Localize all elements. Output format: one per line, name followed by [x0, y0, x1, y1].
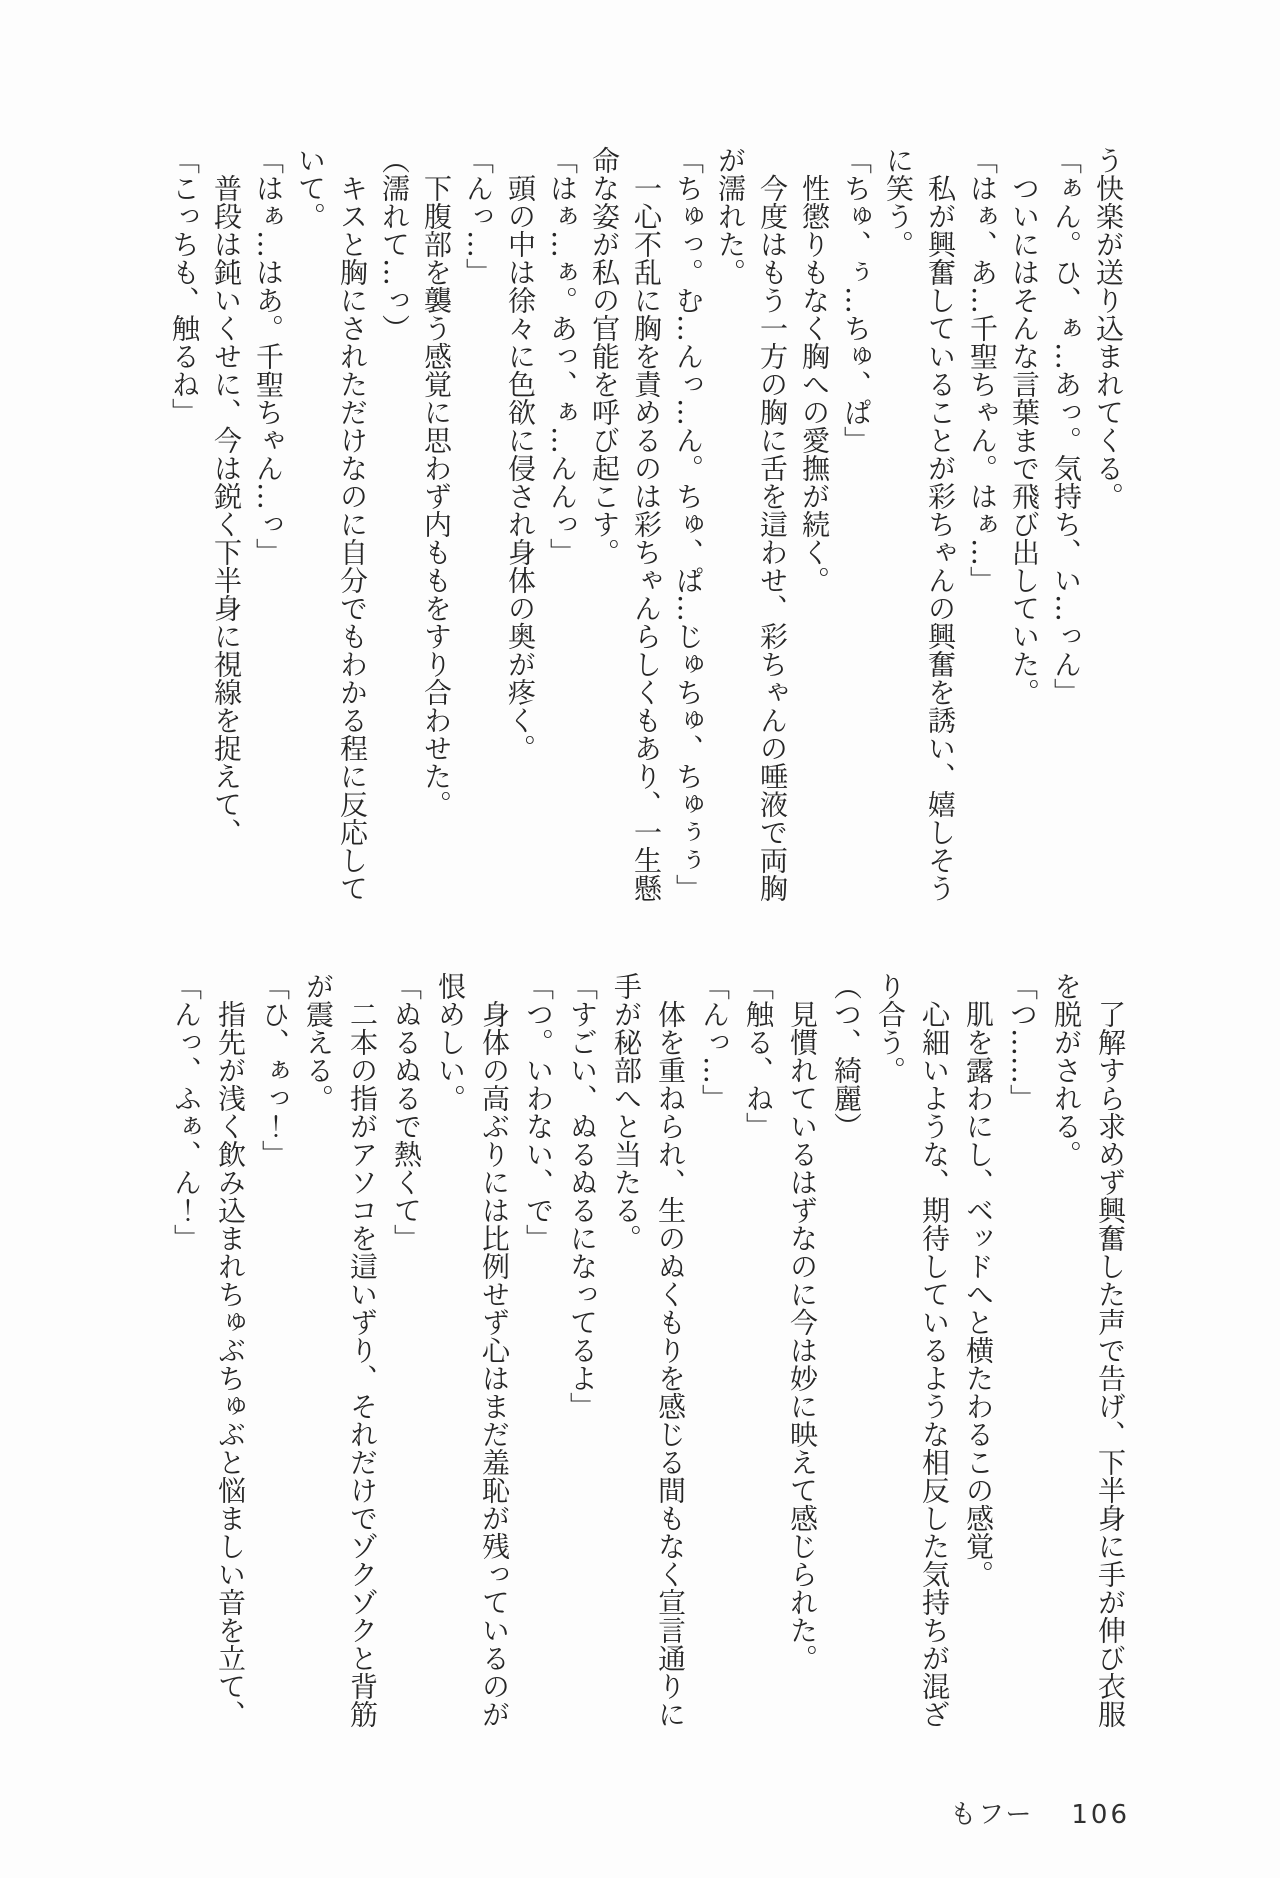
paragraph-line: 「んっ…」 — [462, 146, 495, 286]
paragraph-line: 普段は鈍いくせに、今は鋭く下半身に視線を捉えて、 — [210, 174, 243, 846]
paragraph-line: 「はぁ…ぁ。あっ、ぁ…んんっ」 — [546, 146, 579, 566]
paragraph-line: 「つ。いわない、で」 — [522, 972, 555, 1252]
paragraph-line: う快楽が送り込まれてくる。 — [1092, 146, 1125, 510]
paragraph-line: ついにはそんな言葉まで飛び出していた。 — [1008, 174, 1041, 706]
paragraph-line: （つ、綺麗） — [830, 972, 863, 1140]
paragraph-line: （濡れて…っ） — [378, 146, 411, 342]
paragraph-line: 身体の高ぶりには比例せず心はまだ羞恥が残っているのが恨めしい。 — [434, 972, 511, 1728]
paragraph-line: 「んっ、ふぁ、ん！」 — [170, 972, 203, 1252]
paragraph-line: 一心不乱に胸を責めるのは彩ちゃんらしくもあり、一生懸命な姿が私の官能を呼び起こす。 — [588, 146, 663, 902]
paragraph-line: 「つ……」 — [1006, 972, 1039, 1112]
paragraph-line: 体を重ねられ、生のぬくもりを感じる間もなく宣言通りに手が秘部へと当たる。 — [610, 972, 687, 1728]
paragraph-line: 「ぁん。ひ、ぁ…あっ。気持ち、い…っん」 — [1050, 146, 1083, 706]
paragraph-line: 今度はもう一方の胸に舌を這わせ、彩ちゃんの唾液で両胸が濡れた。 — [714, 146, 789, 902]
paragraph-line: キスと胸にされただけなのに自分でもわかる程に反応していて。 — [294, 146, 369, 902]
paragraph-line: 「はぁ、あ…千聖ちゃん。はぁ…」 — [966, 146, 999, 594]
paragraph-line: 了解すら求めず興奮した声で告げ、下半身に手が伸び衣服を脱がされる。 — [1050, 972, 1127, 1728]
paragraph-line: 性懲りもなく胸への愛撫が続く。 — [798, 174, 831, 594]
paragraph-line: 私が興奮していることが彩ちゃんの興奮を誘い、嬉しそうに笑う。 — [882, 146, 957, 902]
footer-circle-label: もフー — [950, 1800, 1034, 1830]
paragraph-line: 指先が浅く飲み込まれちゅぶちゅぶと悩ましい音を立て、 — [214, 1000, 247, 1728]
paragraph-line: 「触る、ね」 — [742, 972, 775, 1140]
paragraph-line: 頭の中は徐々に色欲に侵され身体の奥が疼く。 — [504, 174, 537, 762]
page-footer — [950, 1794, 1130, 1831]
paragraph-line: 「ちゅ、ぅ…ちゅ、ぱ」 — [840, 146, 873, 454]
text-block-bottom — [164, 972, 1132, 1754]
paragraph-line: 「はぁ…はあ。千聖ちゃん…っ」 — [252, 146, 285, 566]
paragraph-line: 「ぬるぬるで熱くて」 — [390, 972, 423, 1252]
footer-page-number: 106 — [1071, 1800, 1130, 1830]
paragraph-line: 「こっちも、触るね」 — [168, 146, 201, 426]
paragraph-line: 見慣れているはずなのに今は妙に映えて感じられた。 — [786, 1000, 819, 1672]
paragraph-line: 「すごい、ぬるぬるになってるよ」 — [566, 972, 599, 1420]
paragraph-line: 心細いような、期待しているような相反した気持ちが混ざり合う。 — [874, 972, 951, 1728]
paragraph-line: 二本の指がアソコを這いずり、それだけでゾクゾクと背筋が震える。 — [302, 972, 379, 1728]
paragraph-line: 肌を露わにし、ベッドへと横たわるこの感覚。 — [962, 1000, 995, 1588]
paragraph-line: 「ひ、ぁっ！」 — [258, 972, 291, 1168]
paragraph-line: 「ちゅっ。む…んっ…ん。ちゅ、ぱ…じゅちゅ、ちゅぅぅ」 — [672, 146, 705, 902]
paragraph-line: 下腹部を襲う感覚に思わず内ももをすり合わせた。 — [420, 174, 453, 818]
text-block-top — [163, 146, 1129, 928]
paragraph-line: 「んっ…」 — [698, 972, 731, 1112]
